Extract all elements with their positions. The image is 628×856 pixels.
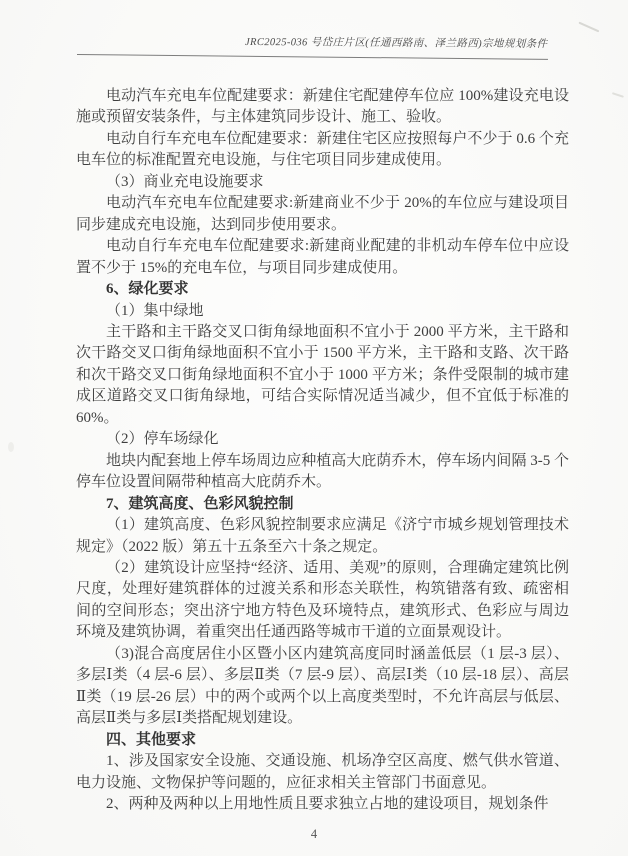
paragraph: 地块内配套地上停车场周边应种植高大庇荫乔木，停车场内间隔 3-5 个停车位设置间隔带种植高大庇荫乔木。 — [76, 452, 569, 491]
paragraph: （1）集中绿地 — [106, 302, 204, 319]
paragraph: 1、涉及国家安全设施、交通设施、机场净空区高度、燃气供水管道、电力设施、文物保护等问题的，应征求相关主管部门书面意见。 — [76, 753, 569, 791]
paragraph: 电动汽车充电车位配建要求:新建商业不少于 20%的车位应与建设项目同步建成充电设施，达到同步使用要求。 — [76, 195, 569, 233]
paragraph: 主干路和主干路交叉口街角绿地面积不宜小于 2000 平方米，主干路和次干路交叉口街角绿地面积不宜小于 1500 平方米，主干路和支路、次干路和次干路交叉口街角绿地面积不宜小于 1000 平方米；条件受限制的城市建成区道路交叉口街角绿地，可结合实际情况适当减少，但不宜低于标准的 60%。 — [76, 323, 569, 426]
page-number: 4 — [310, 827, 318, 841]
section-heading: 四、其他要求 — [106, 731, 197, 748]
header-rule — [77, 54, 548, 60]
paragraph: 电动自行车充电车位配建要求：新建住宅区应按照每户不少于 0.6 个充电车位的标准配置充电设施，与住宅项目同步建成使用。 — [76, 130, 569, 169]
paragraph: （3)混合高度居住小区暨小区内建筑高度同时涵盖低层（1 层-3 层）、多层Ⅰ类（4 层-6 层）、多层Ⅱ类（7 层-9 层）、高层Ⅰ类（10 层-18 层）、高层Ⅱ类（19 层-26 层）中的两个或两个以上高度类型时，不允许高层与低层、高层Ⅱ类与多层Ⅰ类搭配规划建设。 — [76, 645, 569, 727]
paragraph: （2）建筑设计应坚持“经济、适用、美观”的原则，合理确定建筑比例尺度，处理好建筑群体的过渡关系和形态关联性，构筑错落有致、疏密相间的空间形态；突出济宁地方特色及环境特点，建筑形式、色彩应与周边环境及建筑协调，着重突出任通西路等城市干道的立面景观设计。 — [76, 559, 569, 641]
paragraph: 电动汽车充电车位配建要求：新建住宅配建停车位应 100%建设充电设施或预留安装条件，与主体建筑同步设计、施工、验收。 — [76, 88, 569, 126]
scan-scratch — [579, 22, 600, 32]
paragraph: （1）建筑高度、色彩风貌控制要求应满足《济宁市城乡规划管理技术规定》（2022 版）第五十五条至六十条之规定。 — [76, 517, 569, 555]
document-body — [76, 86, 569, 815]
paragraph: （2）停车场绿化 — [106, 431, 219, 448]
scan-scratch — [612, 92, 624, 97]
page-header-title: JRC2025-036 号岱庄片区(任通西路南、泽兰路西)宗地规划条件 — [244, 36, 548, 51]
scan-smudge — [8, 442, 14, 452]
paragraph: （3）商业充电设施要求 — [106, 173, 264, 190]
section-heading: 7、建筑高度、色彩风貌控制 — [106, 495, 294, 512]
section-heading: 6、绿化要求 — [106, 281, 189, 298]
paragraph: 2、两种及两种以上用地性质且要求独立占地的建设项目，规划条件 — [106, 795, 549, 812]
paragraph: 电动自行车充电车位配建要求:新建商业配建的非机动车停车位中应设置不少于 15%的充电车位，与项目同步建成使用。 — [76, 238, 569, 276]
page-footer — [0, 827, 628, 842]
